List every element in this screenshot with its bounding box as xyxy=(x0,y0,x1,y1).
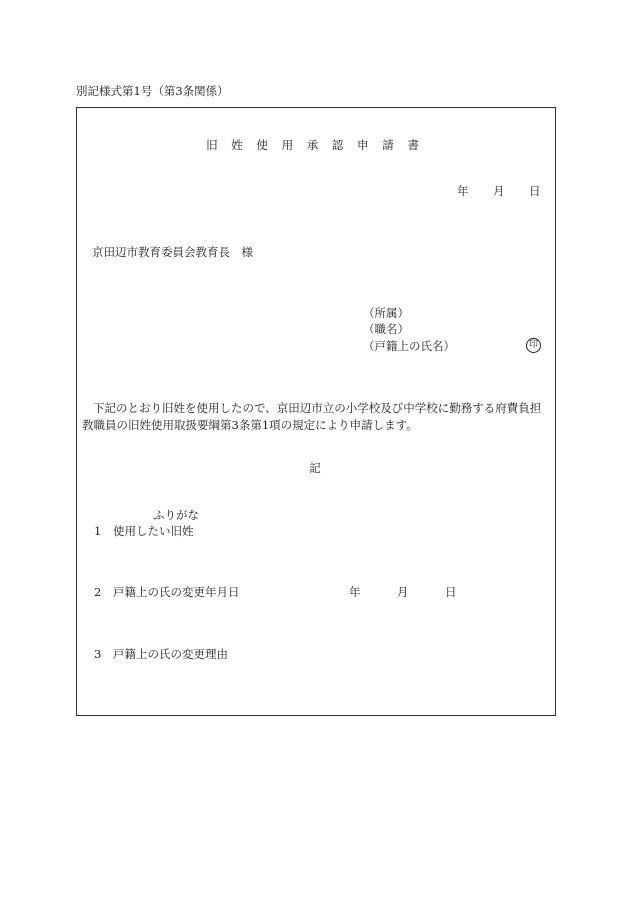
form-title xyxy=(0,140,630,152)
seal-mark: 印 xyxy=(526,338,541,353)
form-number-label: 別記様式第1号（第3条関係） xyxy=(76,84,229,98)
item-2-day-label: 日 xyxy=(445,585,457,599)
registered-name-label: （戸籍上の氏名） xyxy=(363,339,455,353)
statement-line-2: 教職員の旧姓使用取扱要綱第3条第1項の規定により申請します。 xyxy=(82,418,418,432)
item-1-label: 使用したい旧姓 xyxy=(113,524,194,538)
application-statement xyxy=(82,400,552,434)
item-1-number: 1 xyxy=(94,524,102,538)
statement-line-1: 下記のとおり旧姓を使用したので、京田辺市立の小学校及び中学校に勤務する府費負担 xyxy=(93,401,542,415)
form-title-text: 旧 姓 使 用 承 認 申 請 書 xyxy=(206,138,424,152)
recipient: 京田辺市教育委員会教育長 様 xyxy=(92,245,253,259)
item-3-label: 戸籍上の氏の変更理由 xyxy=(113,647,228,661)
item-2-number: 2 xyxy=(94,585,102,599)
date-day-label: 日 xyxy=(529,184,541,198)
item-2-label: 戸籍上の氏の変更年月日 xyxy=(113,585,240,599)
item-2-year-label: 年 xyxy=(349,585,361,599)
item-1-furigana: ふりがな xyxy=(153,508,199,522)
item-2-month-label: 月 xyxy=(397,585,409,599)
date-year-label: 年 xyxy=(457,184,469,198)
position-label: （職名） xyxy=(363,322,409,336)
ki-heading: 記 xyxy=(309,461,321,475)
affiliation-label: （所属） xyxy=(363,306,409,320)
item-3-number: 3 xyxy=(94,647,102,661)
date-month-label: 月 xyxy=(493,184,505,198)
